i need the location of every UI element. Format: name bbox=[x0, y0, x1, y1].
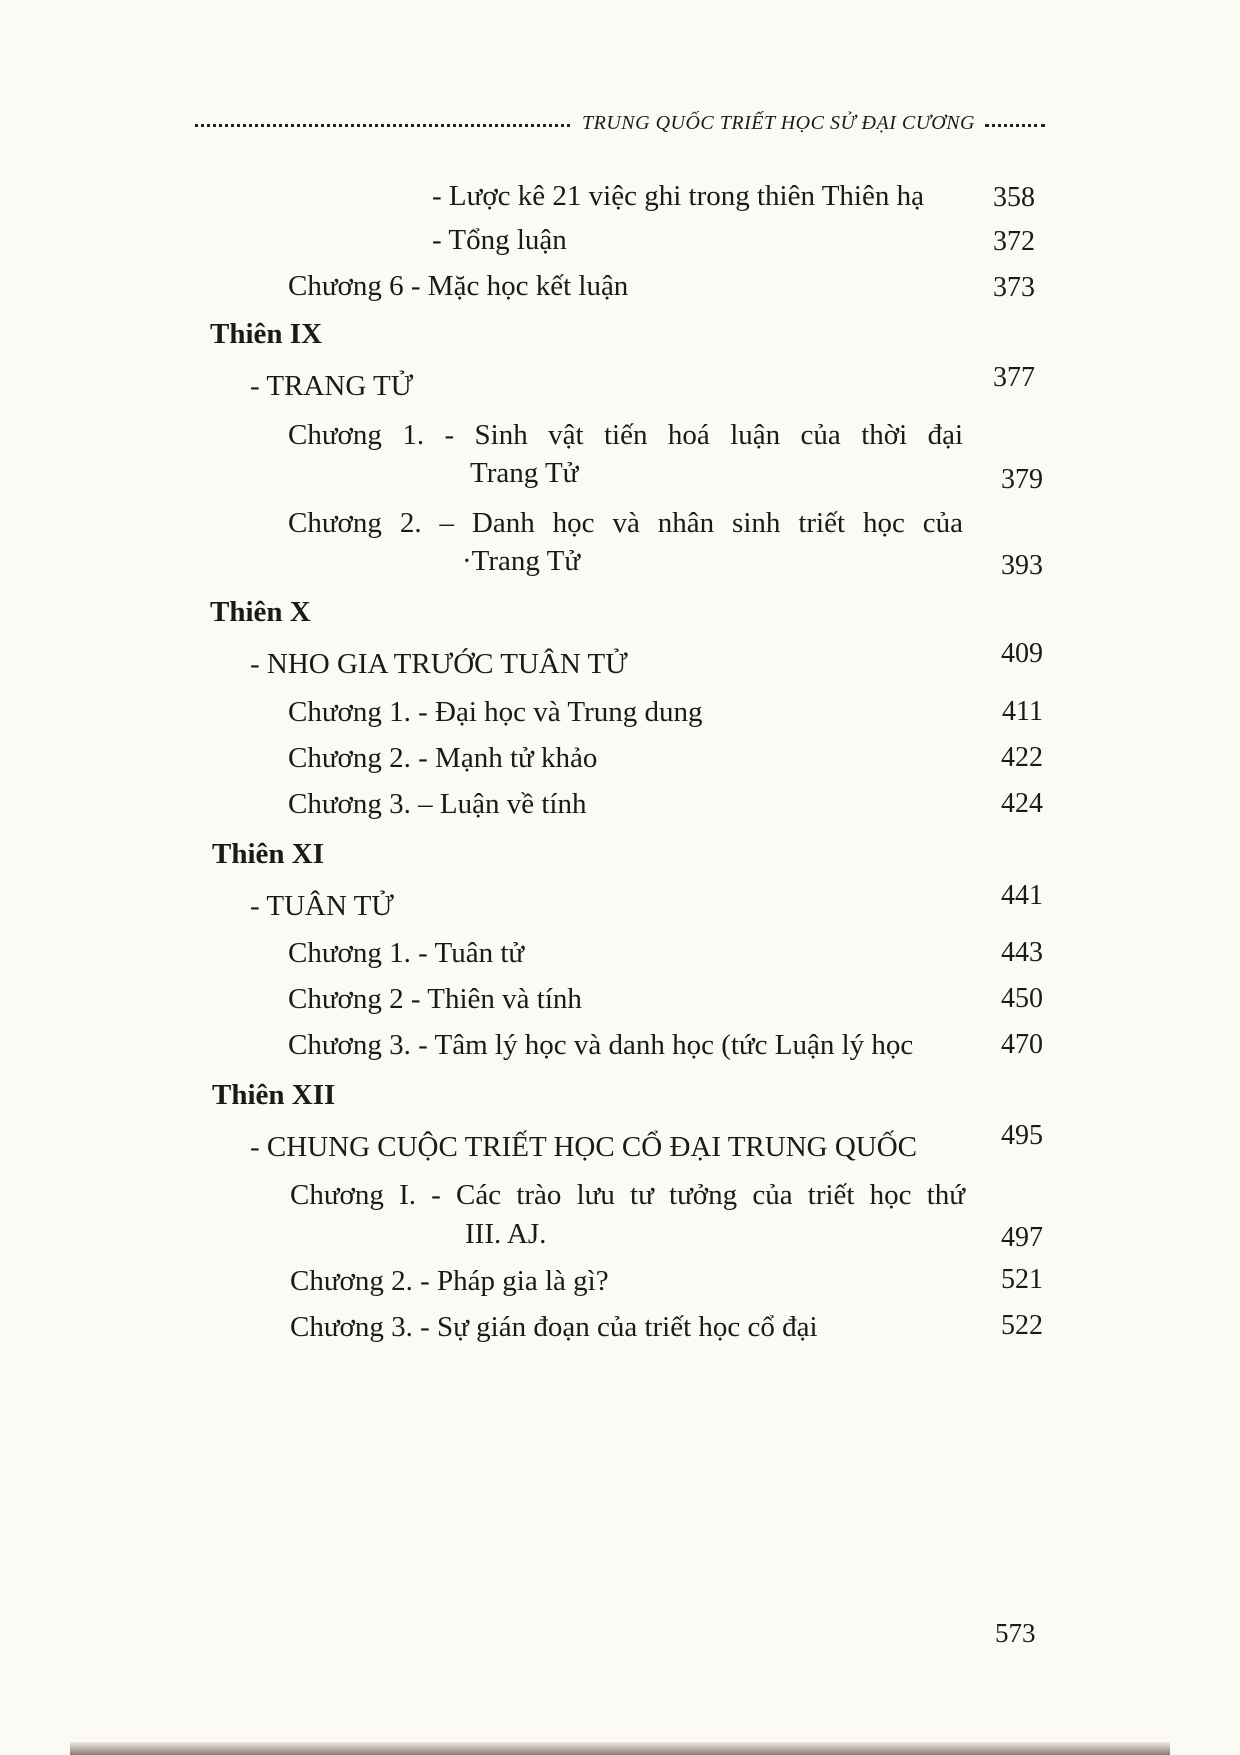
toc-page-number: 522 bbox=[1001, 1310, 1043, 1341]
toc-page-number: 411 bbox=[1002, 696, 1043, 727]
toc-entry: Chương 3. - Tâm lý học và danh học (tức Luận lý học bbox=[288, 1029, 914, 1061]
section-title: Thiên XI bbox=[212, 838, 325, 870]
toc-page-number: 497 bbox=[1001, 1222, 1043, 1253]
header-dots-left bbox=[195, 108, 570, 127]
section-subtitle: - NHO GIA TRƯỚC TUÂN TỬ bbox=[250, 648, 628, 680]
toc-page-number: 422 bbox=[1001, 742, 1043, 773]
toc-page-number: 373 bbox=[993, 272, 1035, 303]
toc-page-number: 358 bbox=[993, 182, 1035, 213]
toc-entry: Chương 1. - Tuân tử bbox=[288, 937, 525, 969]
toc-entry: Chương 2. - Pháp gia là gì? bbox=[290, 1265, 609, 1297]
toc-entry-continuation: Trang Tử bbox=[470, 457, 579, 489]
header-title: TRUNG QUỐC TRIẾT HỌC SỬ ĐẠI CƯƠNG bbox=[582, 112, 975, 134]
toc-page-number: 441 bbox=[1001, 880, 1043, 911]
toc-entry: Chương 1. - Sinh vật tiến hoá luận của thời đại bbox=[288, 419, 963, 451]
toc-entry: - Tổng luận bbox=[432, 224, 567, 256]
toc-page-number: 379 bbox=[1001, 464, 1043, 495]
section-subtitle: - TUÂN TỬ bbox=[250, 890, 394, 922]
toc-entry: Chương 3. - Sự gián đoạn của triết học cổ đại bbox=[290, 1311, 818, 1343]
toc-entry: Chương 2. - Mạnh tử khảo bbox=[288, 742, 598, 774]
section-subtitle: - CHUNG CUỘC TRIẾT HỌC CỔ ĐẠI TRUNG QUỐC bbox=[250, 1131, 918, 1163]
toc-page-number: 470 bbox=[1001, 1029, 1043, 1060]
section-title: Thiên X bbox=[210, 596, 311, 628]
toc-page-number: 450 bbox=[1001, 983, 1043, 1014]
page-bottom-edge bbox=[70, 1742, 1170, 1755]
toc-page-number: 521 bbox=[1001, 1264, 1043, 1295]
toc-entry: Chương 3. – Luận về tính bbox=[288, 788, 587, 820]
running-header bbox=[195, 110, 1045, 135]
toc-entry: - Lược kê 21 việc ghi trong thiên Thiên hạ bbox=[432, 180, 924, 212]
toc-entry: Chương 2. – Danh học và nhân sinh triết học của bbox=[288, 507, 963, 539]
toc-entry: Chương 2 - Thiên và tính bbox=[288, 983, 582, 1015]
toc-page-number: 409 bbox=[1001, 638, 1043, 669]
toc-page-number: 377 bbox=[993, 362, 1035, 393]
toc-page-number: 393 bbox=[1001, 550, 1043, 581]
toc-page-number: 424 bbox=[1001, 788, 1043, 819]
section-subtitle: - TRANG TỬ bbox=[250, 370, 414, 402]
header-dots-right bbox=[985, 108, 1045, 127]
section-title: Thiên XII bbox=[212, 1079, 336, 1111]
page-number: 573 bbox=[995, 1618, 1036, 1648]
toc-entry-continuation: ·Trang Tử bbox=[462, 545, 581, 577]
toc-entry-continuation: III. AJ. bbox=[465, 1218, 547, 1250]
section-title: Thiên IX bbox=[210, 318, 323, 350]
toc-entry: Chương I. - Các trào lưu tư tưởng của triết học thứ bbox=[290, 1179, 965, 1211]
toc-entry: Chương 6 - Mặc học kết luận bbox=[288, 270, 629, 302]
toc-page-number: 372 bbox=[993, 226, 1035, 257]
toc-page-number: 495 bbox=[1001, 1120, 1043, 1151]
toc-page-number: 443 bbox=[1001, 937, 1043, 968]
toc-entry: Chương 1. - Đại học và Trung dung bbox=[288, 696, 703, 728]
